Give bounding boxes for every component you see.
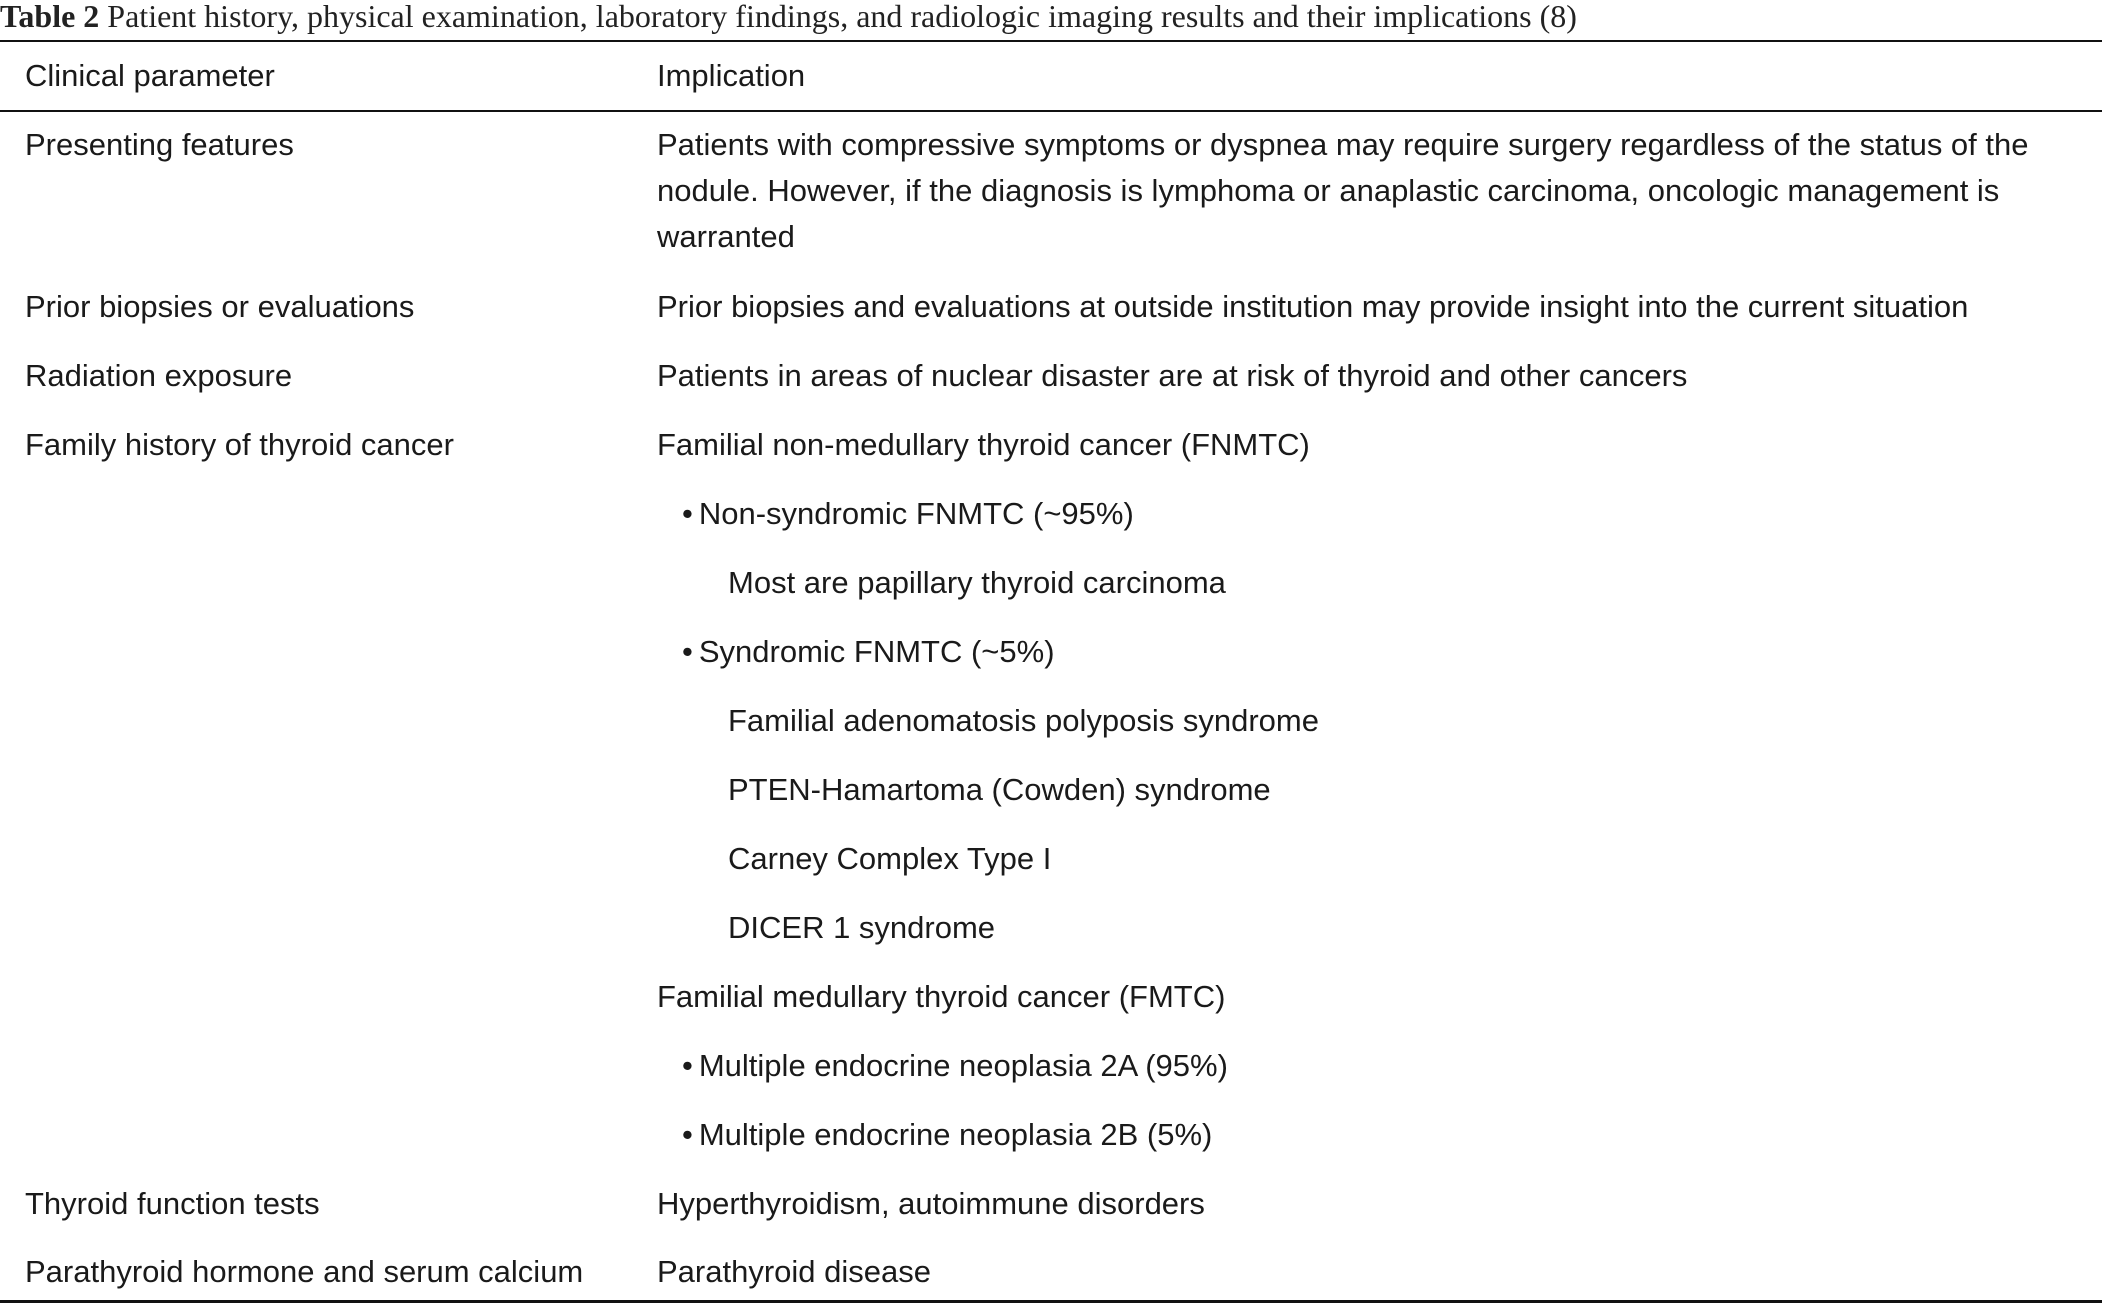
row-prior-biopsies-implication: Prior biopsies and evaluations at outside institution may provide insight into the current situation [657, 289, 1969, 324]
sub-item-dicer1: DICER 1 syndrome [728, 910, 996, 945]
header-implication: Implication [657, 58, 806, 93]
fnmtc-heading: Familial non-medullary thyroid cancer (FNMTC) [657, 427, 1310, 462]
bullet-icon: • [682, 634, 693, 669]
list-item-text: Syndromic FNMTC (~5%) [698, 634, 1055, 669]
table-bottom-rule [0, 1300, 2102, 1303]
sub-item-papillary: Most are papillary thyroid carcinoma [728, 565, 1226, 600]
sub-item-carney: Carney Complex Type I [728, 841, 1052, 876]
row-prior-biopsies-parameter: Prior biopsies or evaluations [25, 289, 415, 324]
list-item-text: Multiple endocrine neoplasia 2B (5%) [698, 1117, 1213, 1152]
row-thyroid-function-parameter: Thyroid function tests [25, 1186, 320, 1221]
list-item-text: Multiple endocrine neoplasia 2A (95%) [698, 1048, 1228, 1083]
bullet-icon: • [682, 1048, 693, 1083]
table-header-rule [0, 110, 2102, 112]
row-thyroid-function-implication: Hyperthyroidism, autoimmune disorders [657, 1186, 1205, 1221]
sub-item-fap: Familial adenomatosis polyposis syndrome [728, 703, 1319, 738]
row-radiation-exposure-parameter: Radiation exposure [25, 358, 293, 393]
row-presenting-features-parameter: Presenting features [25, 127, 294, 162]
row-parathyroid-parameter: Parathyroid hormone and serum calcium [25, 1254, 584, 1289]
table-caption [0, 0, 1577, 34]
table-top-rule [0, 40, 2102, 42]
table-caption-text: Patient history, physical examination, laboratory findings, and radiologic imaging results and their implications (8) [107, 0, 1577, 34]
bullet-icon: • [682, 496, 693, 531]
list-item-text: Non-syndromic FNMTC (~95%) [698, 496, 1134, 531]
list-item-syndromic-fnmtc [682, 629, 1055, 675]
row-parathyroid-implication: Parathyroid disease [657, 1254, 931, 1289]
table-caption-label: Table 2 [0, 0, 100, 34]
row-presenting-features-implication: Patients with compressive symptoms or dyspnea may require surgery regardless of the status of the nodule. However, if the diagnosis is lymphoma or anaplastic carcinoma, oncologic management is warranted [657, 127, 2029, 254]
list-item-men2b [682, 1112, 1212, 1158]
fmtc-heading: Familial medullary thyroid cancer (FMTC) [657, 979, 1226, 1014]
sub-item-pten: PTEN-Hamartoma (Cowden) syndrome [728, 772, 1271, 807]
list-item-men2a [682, 1043, 1228, 1089]
row-family-history-parameter: Family history of thyroid cancer [25, 427, 454, 462]
list-item-non-syndromic-fnmtc [682, 491, 1134, 537]
header-clinical-parameter: Clinical parameter [25, 58, 275, 93]
row-radiation-exposure-implication: Patients in areas of nuclear disaster are at risk of thyroid and other cancers [657, 358, 1688, 393]
bullet-icon: • [682, 1117, 693, 1152]
